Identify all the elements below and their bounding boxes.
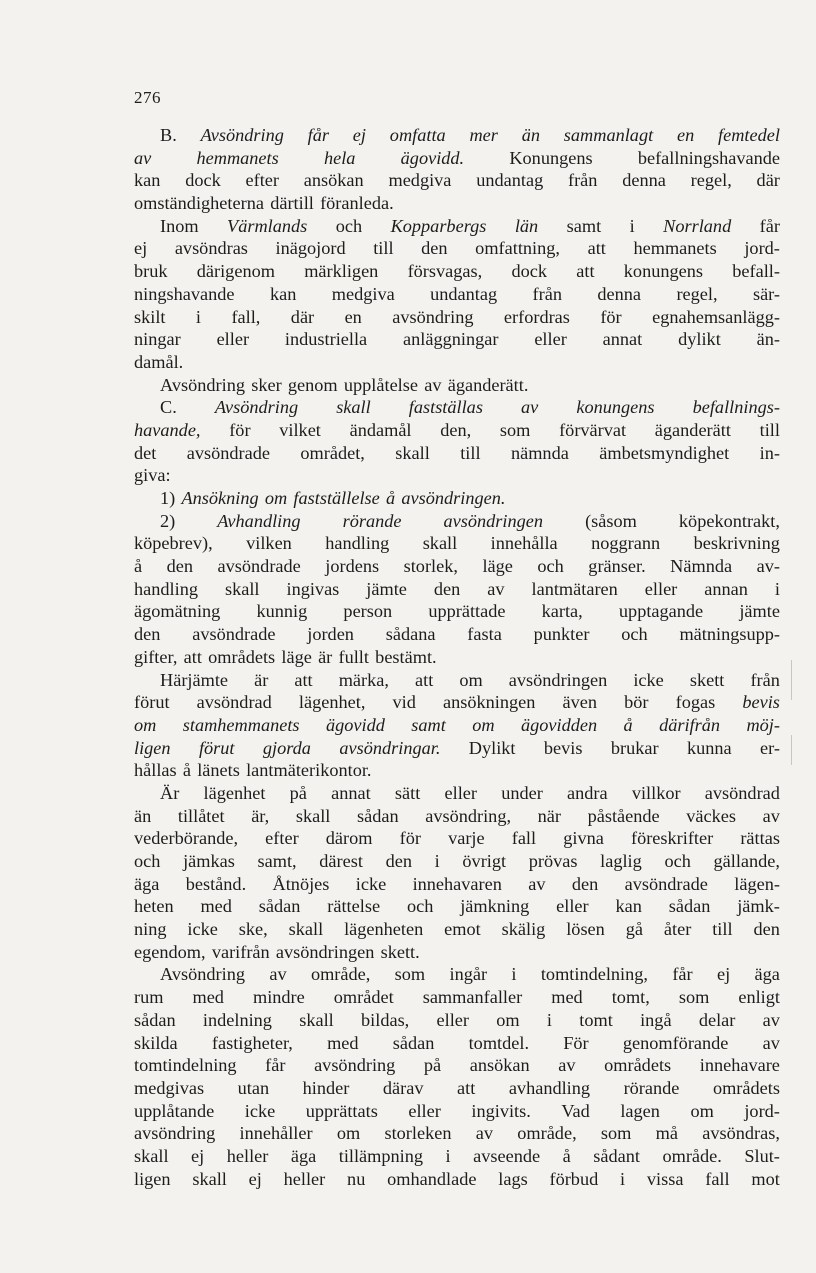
text-line: Avsöndring av område, som ingår i tomtindelning, får ej äga — [160, 964, 780, 985]
text-line: Är lägenhet på annat sätt eller under andra villkor avsöndrad — [160, 782, 780, 803]
text-line: än tillåtet är, skall sådan avsöndring, när påstående väckes av — [134, 805, 780, 826]
text-line: omständigheterna därtill föranleda. — [134, 193, 394, 214]
text-line: 2) Avhandling rörande avsöndringen (såsom köpekontrakt, — [160, 510, 780, 531]
text-line: av hemmanets hela ägovidd. Konungens befallningshavande — [134, 147, 780, 168]
text-line: skilda fastigheter, med sådan tomtdel. För genomförande av — [134, 1032, 780, 1053]
text-line: tomtindelning får avsöndring på ansökan av områdets innehavare — [134, 1055, 780, 1076]
text-line: avsöndring innehåller om storleken av område, som må avsöndras, — [134, 1123, 780, 1144]
text-line: det avsöndrade området, skall till nämnda ämbetsmyndighet in- — [134, 442, 780, 463]
text-line: skall ej heller äga tillämpning i avseende å sådant område. Slut- — [134, 1145, 780, 1166]
text-line: ligen skall ej heller nu omhandlade lags förbud i vissa fall mot — [134, 1168, 780, 1189]
text-line: gifter, att områdets läge är fullt bestämt. — [134, 646, 437, 667]
text-line: ägomätning kunnig person upprättade karta, upptagande jämte — [134, 601, 780, 622]
page-number: 276 — [134, 88, 161, 107]
text-line: 1) Ansökning om fastställelse å avsöndringen. — [160, 488, 506, 508]
text-line: ningar eller industriella anläggningar eller annat dylikt än- — [134, 329, 780, 350]
text-line: medgivas utan hinder därav att avhandling rörande områdets — [134, 1077, 780, 1098]
text-line: ligen förut gjorda avsöndringar. Dylikt bevis brukar kunna er- — [134, 737, 780, 758]
page-edge-mark — [791, 660, 792, 700]
text-line: egendom, varifrån avsöndringen skett. — [134, 941, 420, 962]
page-edge-mark — [791, 735, 792, 765]
text-line: upplåtande icke upprättats eller ingivits. Vad lagen om jord- — [134, 1100, 780, 1121]
body-text — [134, 124, 780, 1190]
text-line: ningshavande kan medgiva undantag från denna regel, sär- — [134, 283, 780, 304]
text-line: B. Avsöndring får ej omfatta mer än sammanlagt en femtedel — [160, 125, 780, 145]
text-line: C. Avsöndring skall fastställas av konungens befallnings- — [160, 397, 780, 418]
text-line: Avsöndring sker genom upplåtelse av äganderätt. — [160, 374, 529, 395]
text-line: ning icke ske, skall lägenheten emot skälig lösen gå åter till den — [134, 919, 780, 940]
text-line: handling skall ingivas jämte den av lantmätaren eller annan i — [134, 578, 780, 599]
text-line: giva: — [134, 465, 171, 486]
text-line: kan dock efter ansökan medgiva undantag från denna regel, där — [134, 170, 780, 191]
text-line: heten med sådan rättelse och jämkning eller kan sådan jämk- — [134, 896, 780, 917]
text-line: den avsöndrade jorden sådana fasta punkter och mätningsupp- — [134, 624, 780, 645]
text-line: hållas å länets lantmäterikontor. — [134, 760, 372, 781]
text-line: Inom Värmlands och Kopparbergs län samt i Norrland får — [160, 215, 780, 236]
text-line: förut avsöndrad lägenhet, vid ansökningen även bör fogas bevis — [134, 692, 780, 713]
text-line: damål. — [134, 351, 184, 372]
text-line: havande, för vilket ändamål den, som förvärvat äganderätt till — [134, 419, 780, 440]
text-line: å den avsöndrade jordens storlek, läge och gränser. Nämnda av- — [134, 556, 780, 577]
text-line: köpebrev), vilken handling skall innehålla noggrann beskrivning — [134, 533, 780, 554]
text-line: vederbörande, efter därom för varje fall givna föreskrifter rättas — [134, 828, 780, 849]
text-line: och jämkas samt, därest den i övrigt prövas laglig och gällande, — [134, 851, 780, 871]
text-line: rum med mindre området sammanfaller med tomt, som enligt — [134, 987, 780, 1008]
text-line: sådan indelning skall bildas, eller om i tomt ingå delar av — [134, 1009, 780, 1030]
text-line: Härjämte är att märka, att om avsöndringen icke skett från — [160, 669, 780, 690]
text-line: ej avsöndras inägojord till den omfattning, att hemmanets jord- — [134, 238, 780, 259]
text-line: bruk därigenom märkligen försvagas, dock att konungens befall- — [134, 261, 780, 282]
text-line: äga bestånd. Åtnöjes icke innehavaren av den avsöndrade lägen- — [134, 873, 780, 894]
text-line: om stamhemmanets ägovidd samt om ägovidden å därifrån möj- — [134, 714, 780, 735]
text-line: skilt i fall, där en avsöndring erfordras för egnahemsanlägg- — [134, 306, 780, 327]
